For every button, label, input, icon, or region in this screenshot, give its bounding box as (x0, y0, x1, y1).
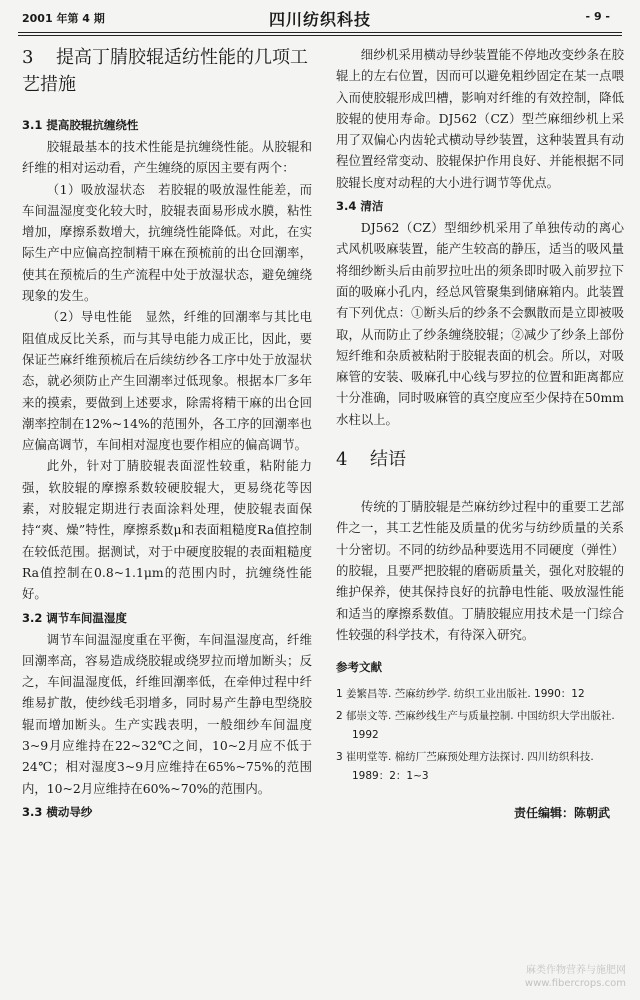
section-3-number: 3 (22, 47, 34, 68)
section-3-heading (22, 44, 312, 98)
issue-label: 2001 年第 4 期 (22, 12, 105, 25)
reference-item: 2 郁崇文等. 苎麻纱线生产与质量控制. 中国纺织大学出版社. 1992 (336, 710, 615, 742)
subsection-3-2-heading: 3.2 调节车间温湿度 (22, 610, 127, 625)
header-rule-bottom (18, 35, 622, 36)
header-rule-top (18, 32, 622, 33)
paragraph: 此外，针对丁腈胶辊表面涩性较重，粘附能力强，软胶辊的摩擦系数较硬胶辊大，更易绕花等因素，对胶辊定期进行表面涂料处理，使胶辊表面保持“爽、燥”特性，摩擦系数μ和表面粗糙度Ra值控制在较低范围。据测试，对于中硬度胶辊的表面粗糙度Ra值控制在0.8~1.1μm的范围内时，抗缠绕性能好。 (22, 458, 312, 602)
paragraph: DJ562（CZ）型细纱机采用了单独传动的离心式风机吸麻装置，能产生较高的静压，适当的吸风量将细纱断头后由前罗拉吐出的须条即时吸入前罗拉下面的吸麻小孔内，经总风管聚集到储麻箱内。此装置有下列优点：①断头后的纱条不会飘散而是立即被吸取，从而防止了纱条缠绕胶辊；②减少了纱条上部份短纤维和杂质被粘附于胶辊表面的机会。所以，对吸麻管的安装、吸麻孔中心线与罗拉的位置和距离都应十分准确，同时吸麻管的真空度应至少保持在50mm水柱以上。 (336, 220, 624, 427)
journal-title: 四川纺织科技 (268, 10, 371, 29)
paragraph: 胶辊最基本的技术性能是抗缠绕性能。从胶辊和纤维的相对运动看，产生缠绕的原因主要有两个： (22, 139, 312, 176)
section-3-title: 提高丁腈胶辊适纺性能的几项工艺措施 (22, 47, 308, 95)
right-column (336, 44, 624, 821)
paragraph: 调节车间温湿度重在平衡，车间温湿度高，纤维回潮率高，容易造成绕胶辊或绕罗拉而增加断头；反之，车间温湿度低，纤维回潮率低，在牵伸过程中纤维易扩散，使纱线毛羽增多，同时易产生静电型绕胶辊而增加断头。生产实践表明，一般细纱车间温度3~9月应维持在22~32℃之间，10~2月应不低于24℃；相对湿度3~9月应维持在65%~75%的范围内，10~2月应维持在60%~70%的范围内。 (22, 631, 312, 796)
paragraph: （2）导电性能 显然，纤维的回潮率与其比电阻值成反比关系，而与其导电能力成正比，因此，要保证苎麻纤维预梳后在后续纺纱各工序中处于放湿状态，就必须防止产生回潮率过低现象。根据本厂多年来的摸索，要做到上述要求，除需将精干麻的出仓回潮率控制在12%~14%的范围外，各工序的回潮率也应偏高调节，车间相对湿度也要作相应的偏高调节。 (22, 309, 312, 453)
section-4-number: 4 (336, 449, 348, 471)
section-4-title: 结语 (370, 449, 406, 471)
watermark-line: 麻类作物营养与施肥网 (526, 965, 626, 976)
page-number: - 9 - (585, 10, 610, 23)
subsection-3-4-heading: 3.4 清洁 (336, 199, 384, 214)
subsection-3-3-heading: 3.3 横动导纱 (22, 804, 93, 819)
reference-item: 3 崔明堂等. 棉纺厂苎麻预处理方法探讨. 四川纺织科技. 1989：2：1~3 (336, 751, 594, 783)
section-4-heading (336, 448, 624, 472)
responsible-editor: 责任编辑：陈朝武 (513, 806, 610, 821)
subsection-3-1-heading: 3.1 提高胶辊抗缠绕性 (22, 118, 139, 132)
page-header (0, 0, 640, 34)
left-column (22, 44, 312, 823)
paragraph: 细纱机采用横动导纱装置能不停地改变纱条在胶辊上的左右位置，因而可以避免粗纱固定在某一点喂入而使胶辊形成凹槽，影响对纤维的有效控制，降低胶辊的使用寿命。DJ562（CZ）型苎麻细纱机上采用了双偏心内齿轮式横动导纱装置，这种装置具有动程位置经常变动、胶辊保护作用良好、并能根据不同胶辊长度对动程的大小进行调节等优点。 (336, 47, 624, 190)
paragraph: （1）吸放湿状态 若胶辊的吸放湿性能差，而车间温湿度变化较大时，胶辊表面易形成水膜，粘性增加，摩擦系数增大，抗缠绕性能降低。对此，在实际生产中应偏高控制精干麻在预梳前的出仓回潮率，使其在预梳后的生产流程中处于放湿状态，避免缠绕现象的发生。 (22, 181, 312, 304)
watermark-url: www.fibercrops.com (524, 978, 626, 989)
watermark (525, 964, 626, 990)
references-heading: 参考文献 (336, 660, 382, 675)
paragraph: 传统的丁腈胶辊是苎麻纺纱过程中的重要工艺部件之一，其工艺性能及质量的优劣与纺纱质量的关系十分密切。不同的纺纱品种要选用不同硬度（弹性）的胶辊，且要严把胶辊的磨砺质量关，强化对胶辊的维护保养，使其保持良好的抗静电性能、吸放湿性能和适当的摩擦系数值。丁腈胶辊应用技术是一门综合性较强的科学技术，有待深入研究。 (336, 499, 624, 642)
reference-item: 1 姜繁昌等. 苎麻纺纱学. 纺织工业出版社. 1990：12 (336, 688, 585, 701)
